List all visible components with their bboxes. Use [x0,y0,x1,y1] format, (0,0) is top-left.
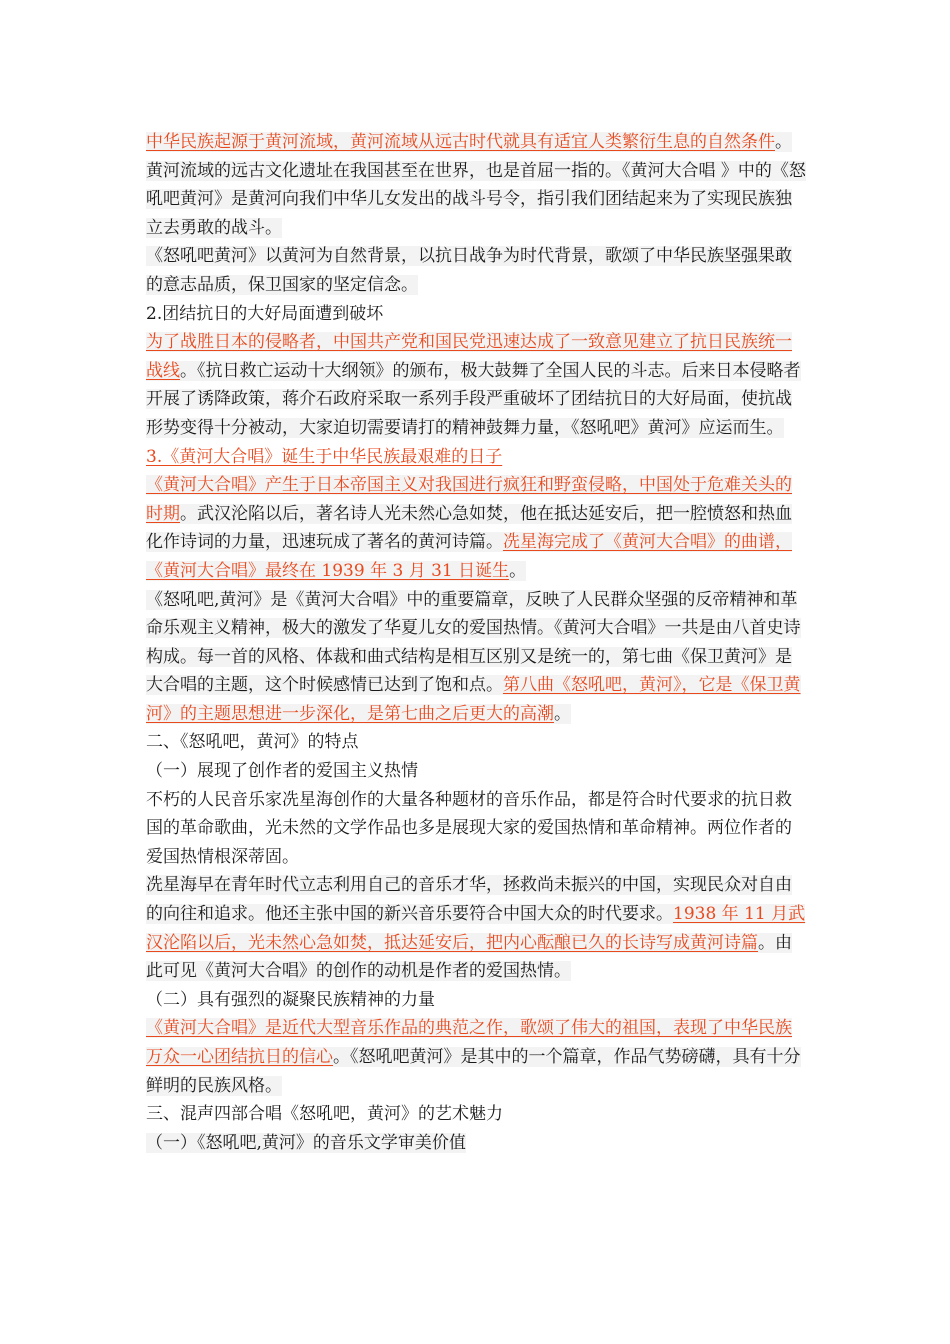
paragraph-text: 2.团结抗日的大好局面遭到破坏 [146,303,384,324]
highlighted-text: 中华民族起源于黄河流域，黄河流域从远古时代就具有适宜人类繁衍生息的自然条件 [146,132,775,152]
highlighted-text: 第八曲《怒吼吧，黄河》，它是《保卫黄河》的主题思想进一步深化，是第七曲之后更大的高潮 [146,675,801,724]
paragraph-text: （一）展现了创作者的爱国主义热情 [146,761,418,782]
document-body [146,128,808,1157]
highlighted-text: 3.《黄河大合唱》诞生于中华民族最艰难的日子 [146,446,503,467]
paragraph-text: 。 [509,560,527,581]
paragraph-text: （一）《怒吼吧,黄河》的音乐文学审美价值 [146,1132,466,1153]
paragraph-text: 三、混声四部合唱《怒吼吧，黄河》的艺术魅力 [146,1104,503,1125]
paragraph-text: 。《抗日救亡运动十大纲领》的颁布，极大鼓舞了全国人民的斗志。后来日本侵略者开展了诱降政策，蒋介石政府采取一系列手段严重破坏了团结抗日的大好局面，使抗战形势变得十分被动，大家迫切需要请打的精神鼓舞力量，《怒吼吧》黄河》应运而生。 [146,360,801,438]
paragraph-text: （二）具有强烈的凝聚民族精神的力量 [146,989,435,1010]
paragraph [146,300,808,329]
paragraph-text: 不朽的人民音乐家冼星海创作的大量各种题材的音乐作品，都是符合时代要求的抗日救国的革命歌曲，光未然的文学作品也多是展现大家的爱国热情和革命精神。两位作者的爱国热情根深蒂固。 [146,789,792,867]
paragraph [146,786,808,872]
paragraph [146,471,808,585]
paragraph [146,328,808,442]
paragraph-text: 二、《怒吼吧，黄河》的特点 [146,732,359,753]
paragraph [146,1014,808,1100]
paragraph [146,728,808,757]
paragraph [146,443,808,472]
paragraph-text: 。黄河流域的远古文化遗址在我国甚至在世界，也是首屈一指的。《黄河大合唱 》中的《怒吼吧黄河》是黄河向我们中华儿女发出的战斗号令，指引我们团结起来为了实现民族独立去勇敢的战斗。 [146,132,806,238]
paragraph-text: 。由此可见《黄河大合唱》的创作的动机是作者的爱国热情。 [146,932,792,982]
paragraph [146,242,808,299]
paragraph-text: 。武汉沦陷以后，著名诗人光未然心急如焚，他在抵达延安后，把一腔愤怒和热血化作诗词的力量，迅速玩成了著名的黄河诗篇。 [146,503,792,553]
paragraph [146,128,808,242]
paragraph-text: 冼星海早在青年时代立志利用自己的音乐才华，拯救尚未振兴的中国，实现民众对自由的向往和追求。他还主张中国的新兴音乐要符合中国大众的时代要求。 [146,875,792,925]
paragraph-text: 《怒吼吧,黄河》是《黄河大合唱》中的重要篇章，反映了人民群众坚强的反帝精神和革命乐观主义精神，极大的激发了华夏儿女的爱国热情。《黄河大合唱》一共是由八首史诗构成。每一首的风格、体裁和曲式结构是相互区别又是统一的，第七曲《保卫黄河》是大合唱的主题，这个时候感情已达到了饱和点。 [146,589,801,696]
paragraph-text: 。 [554,703,571,724]
paragraph [146,1100,808,1129]
highlighted-text: 《黄河大合唱》产生于日本帝国主义对我国进行疯狂和野蛮侵略，中国处于危难关头的时期 [146,475,792,524]
paragraph [146,586,808,729]
highlighted-text: 1938 年 11 月武汉沦陷以后，光未然心急如焚，抵达延安后，把内心酝酿已久的长诗写成黄河诗篇 [146,904,806,953]
paragraph-text: 《怒吼吧黄河》以黄河为自然背景，以抗日战争为时代背景，歌颂了中华民族坚强果敢的意志品质，保卫国家的坚定信念。 [146,246,792,295]
highlighted-text: 为了战胜日本的侵略者，中国共产党和国民党迅速达成了一致意见建立了抗日民族统一战线 [146,332,792,381]
highlighted-text: 冼星海完成了《黄河大合唱》的曲谱，《黄河大合唱》最终在 1939 年 3 月 31 日诞生 [146,532,792,581]
paragraph [146,986,808,1015]
paragraph [146,871,808,985]
paragraph [146,757,808,786]
paragraph-text: 。《怒吼吧黄河》是其中的一个篇章，作品气势磅礴，具有十分鲜明的民族风格。 [146,1047,801,1096]
paragraph [146,1129,808,1158]
highlighted-text: 《黄河大合唱》是近代大型音乐作品的典范之作，歌颂了伟大的祖国，表现了中华民族万众一心团结抗日的信心 [146,1018,792,1067]
